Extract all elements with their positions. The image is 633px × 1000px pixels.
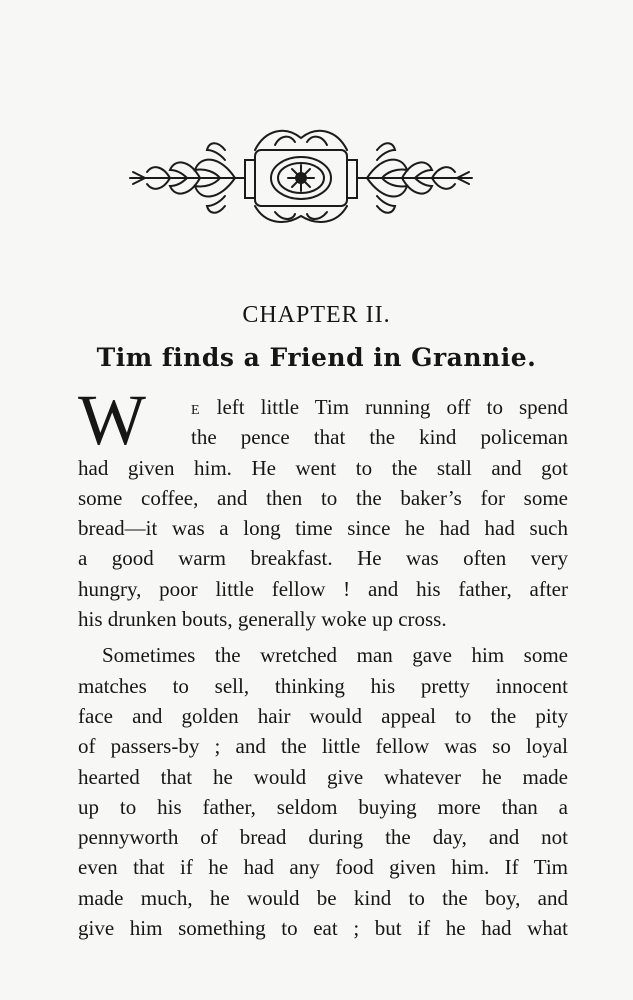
small-caps-letter: E [191, 403, 201, 418]
text-line: hearted that he would give whatever he made [78, 764, 568, 789]
text-line: had given him. He went to the stall and got [78, 455, 568, 480]
text-line: made much, he would be kind to the boy, and [78, 885, 568, 910]
text-line [78, 392, 568, 422]
chapter-title: Tim finds a Friend in Grannie. [96, 343, 537, 372]
drop-cap: W [78, 380, 146, 460]
text-line: give him something to eat ; but if he had what [78, 916, 568, 941]
text-line: of passers-by ; and the little fellow was so loyal [78, 734, 568, 759]
text-line: the pence that the kind policeman [191, 425, 568, 450]
decorative-headpiece-ornament [125, 120, 475, 230]
text-line: Sometimes the wretched man gave him some [102, 643, 568, 668]
text-line: his drunken bouts, generally woke up cross. [78, 607, 447, 632]
text-line: hungry, poor little fellow ! and his father, after [78, 576, 568, 601]
text-line: even that if he had any food given him. If Tim [78, 855, 568, 880]
text-line: matches to sell, thinking his pretty innocent [78, 673, 568, 698]
text-line-content: left little Tim running off to spend [200, 395, 568, 419]
text-line: face and golden hair would appeal to the pity [78, 703, 568, 728]
text-line: pennyworth of bread during the day, and not [78, 825, 568, 850]
chapter-body-text [78, 380, 568, 943]
text-line: up to his father, seldom buying more than a [78, 794, 568, 819]
text-line: a good warm breakfast. He was often very [78, 546, 568, 571]
text-line: some coffee, and then to the baker’s for some [78, 485, 568, 510]
text-line: bread—it was a long time since he had had such [78, 516, 568, 541]
chapter-number-heading: CHAPTER II. [242, 302, 391, 328]
